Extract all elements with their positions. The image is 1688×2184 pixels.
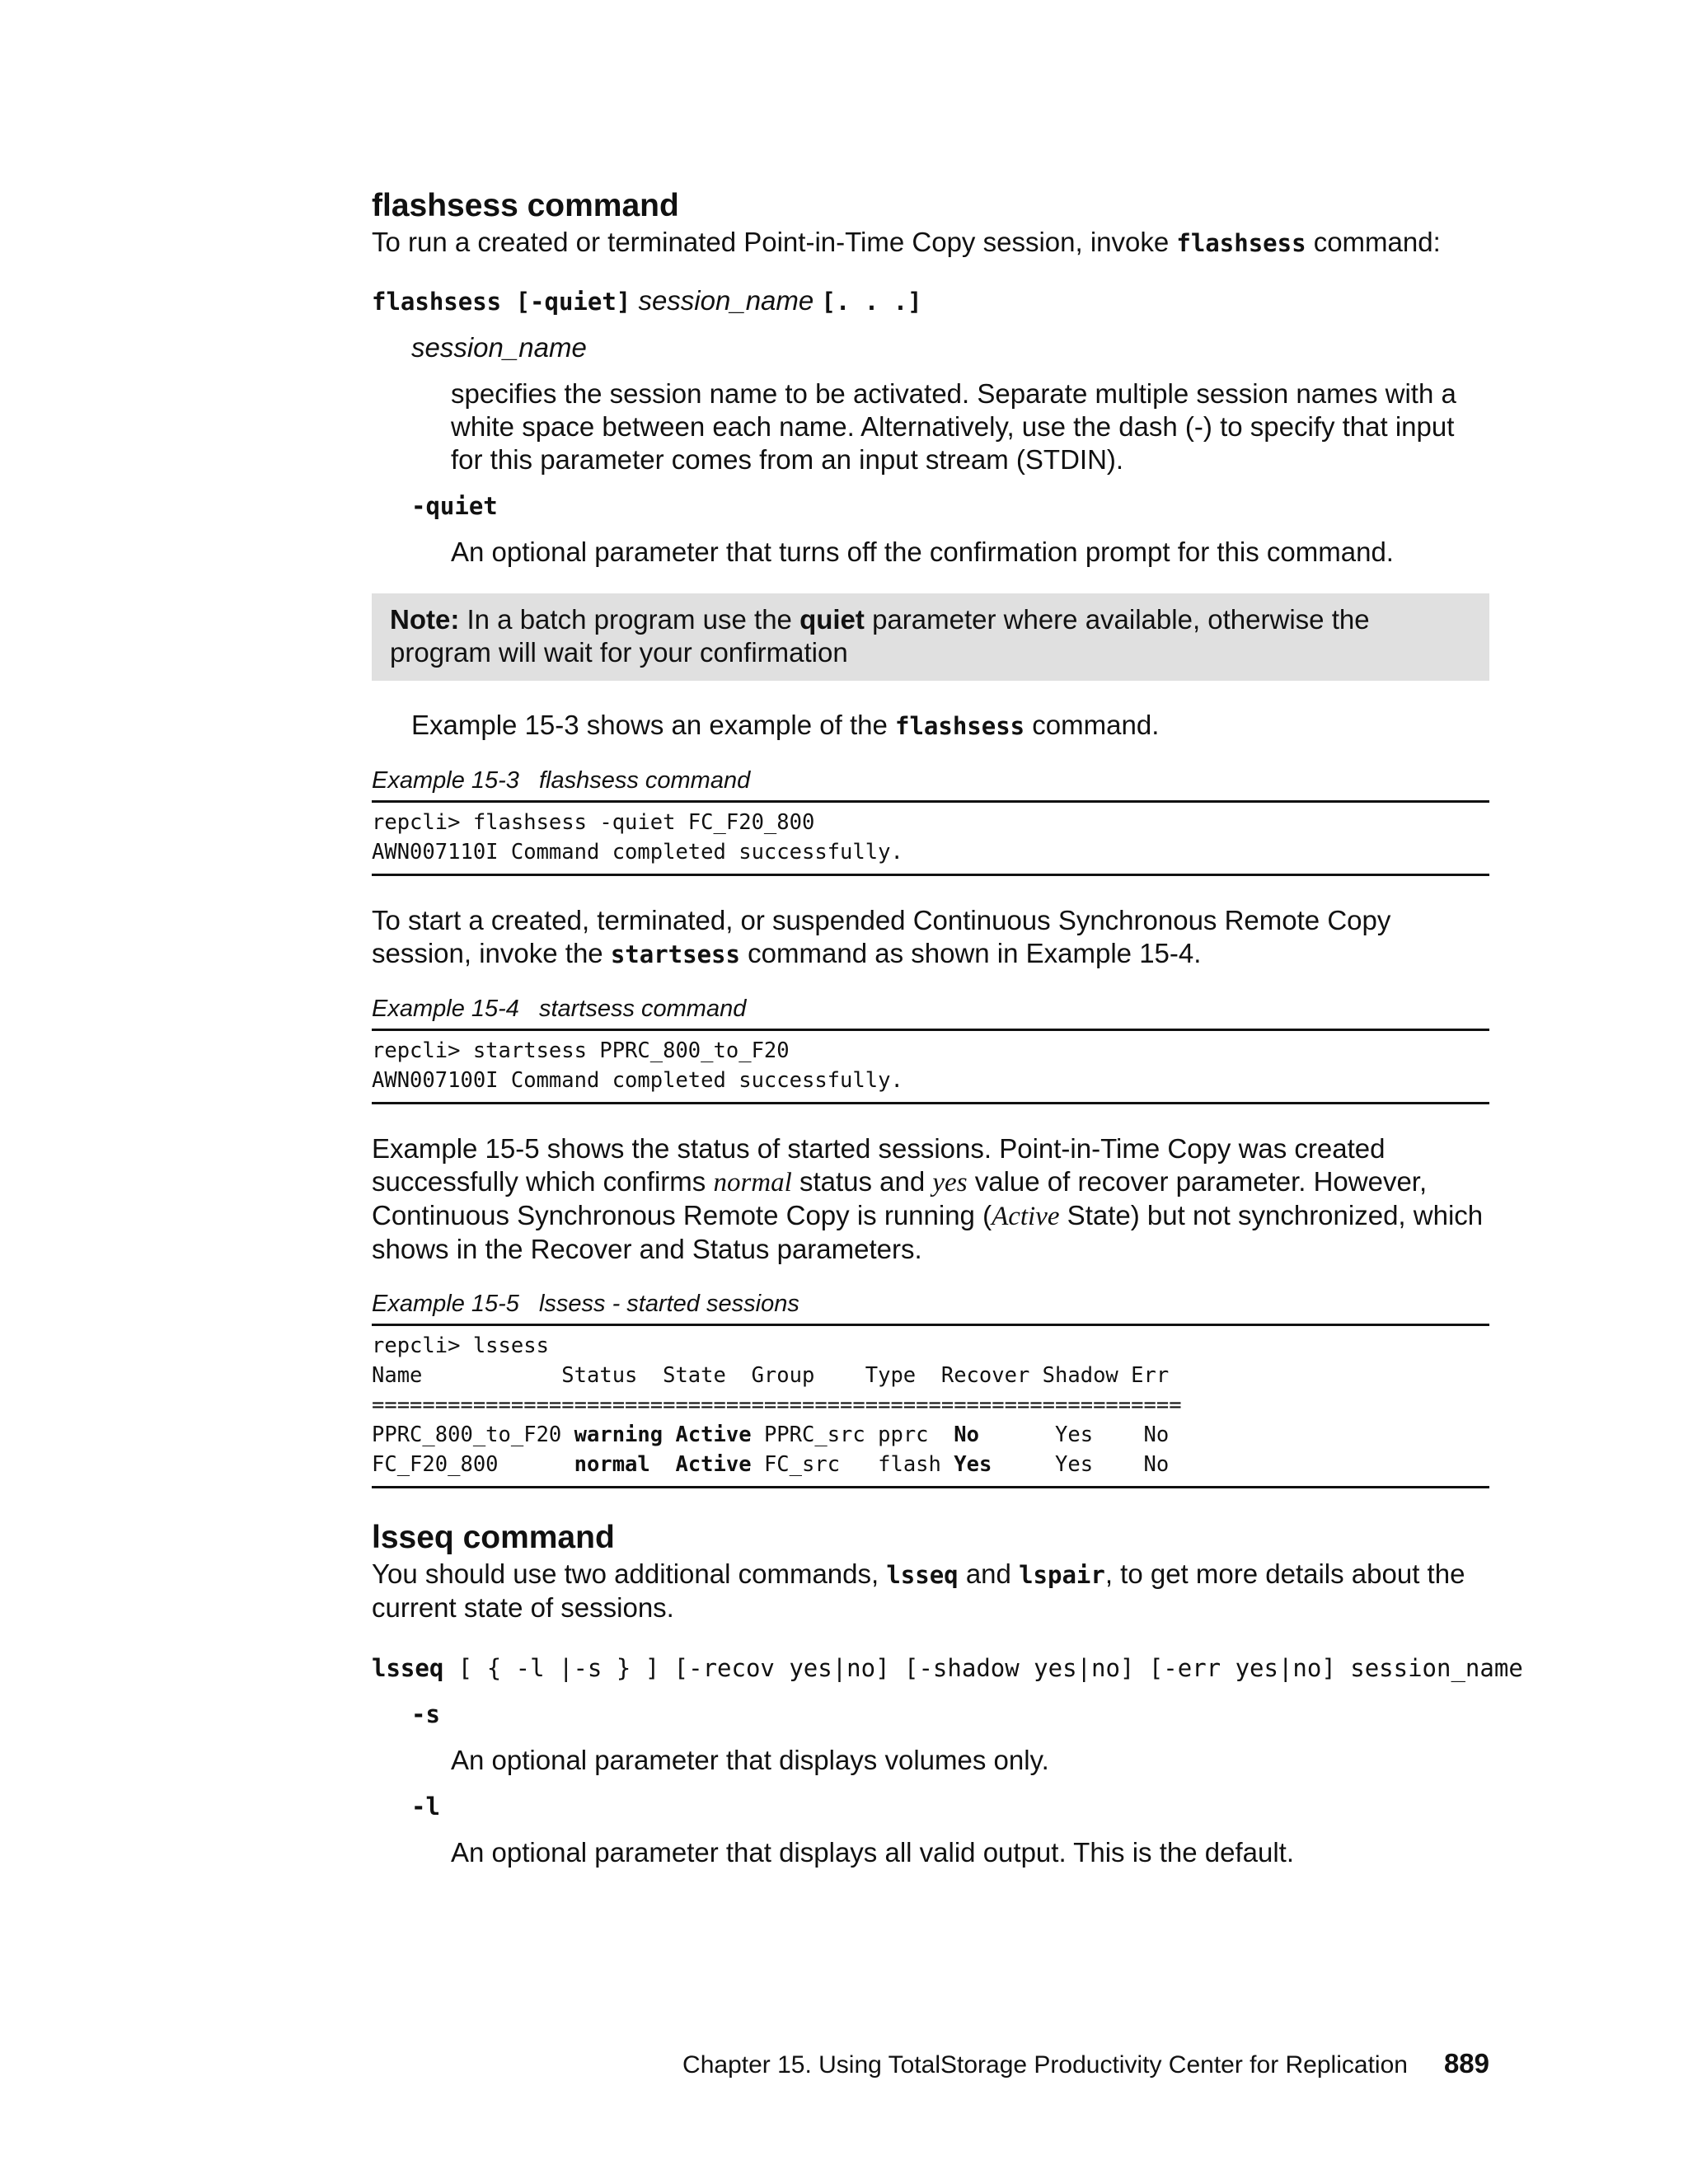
param-quiet: -quiet	[411, 492, 498, 520]
example-15-4-caption: Example 15-4 startsess command	[372, 996, 747, 1022]
note-box: Note: In a batch program use the quiet parameter where available, otherwise the program will wait for your confirmation	[372, 593, 1489, 681]
code-line: repcli> startsess PPRC_800_to_F20	[372, 1038, 790, 1063]
flashsess-heading: flashsess command	[372, 188, 679, 223]
page-footer	[682, 2047, 1489, 2082]
code-line: AWN007100I Command completed successfully.	[372, 1068, 903, 1093]
example-15-3-code	[372, 800, 1489, 876]
param-quiet-desc: An optional parameter that turns off the confirmation prompt for this command.	[451, 537, 1394, 567]
table-header: Name Status State Group Type Recover Shadow Err	[372, 1363, 1170, 1388]
table-row: FC_F20_800 normal Active FC_src flash Yes Yes No	[372, 1452, 1170, 1477]
example-15-5-lead: Example 15-5 shows the status of started sessions. Point-in-Time Copy was created successfully which confirms normal status and yes value of recover parameter. However, Continuous Synchronous Remote Copy is running (Active State) but not synchronized, which shows in the Recover and Status parameters.	[372, 1133, 1484, 1264]
example-15-4-code	[372, 1029, 1489, 1104]
param-session-name: session_name	[411, 332, 587, 363]
param-l-desc: An optional parameter that displays all valid output. This is the default.	[451, 1837, 1294, 1868]
lsseq-syntax: lsseq [ { -l |-s } ] [-recov yes|no] [-shadow yes|no] [-err yes|no] session_name	[372, 1654, 1523, 1682]
param-l: -l	[411, 1793, 440, 1821]
param-s: -s	[411, 1700, 440, 1728]
flashsess-syntax: flashsess [-quiet] session_name [. . .]	[372, 285, 922, 316]
page-content	[372, 186, 1523, 1869]
example-15-5-code	[372, 1324, 1489, 1488]
flashsess-intro: To run a created or terminated Point-in-Time Copy session, invoke flashsess command:	[372, 227, 1441, 257]
lsseq-intro: You should use two additional commands, lsseq and lspair, to get more details about the current state of sessions.	[372, 1558, 1465, 1623]
example-15-5-caption: Example 15-5 lssess - started sessions	[372, 1291, 799, 1317]
example-15-3-lead: Example 15-3 shows an example of the flashsess command.	[411, 710, 1160, 740]
param-session-name-desc: specifies the session name to be activated. Separate multiple session names with a white space between each name. Alternatively, use the dash (-) to specify that input for this parameter comes from an input stream (STDIN).	[451, 378, 1456, 475]
lsseq-heading: lsseq command	[372, 1520, 615, 1555]
table-separator: ================================================================	[372, 1393, 1182, 1418]
code-line: repcli> flashsess -quiet FC_F20_800	[372, 810, 815, 835]
param-s-desc: An optional parameter that displays volumes only.	[451, 1745, 1049, 1775]
page-number: 889	[1443, 2048, 1489, 2079]
code-line: repcli> lssess	[372, 1333, 549, 1358]
inline-command: flashsess	[1176, 229, 1306, 257]
example-15-3-caption: Example 15-3 flashsess command	[372, 767, 751, 794]
chapter-title: Chapter 15. Using TotalStorage Productivity Center for Replication	[682, 2051, 1408, 2079]
table-row: PPRC_800_to_F20 warning Active PPRC_src pprc No Yes No	[372, 1422, 1170, 1447]
note-label: Note:	[390, 604, 460, 635]
example-15-4-lead: To start a created, terminated, or suspended Continuous Synchronous Remote Copy session, invoke the startsess command as shown in Example 15-4.	[372, 905, 1391, 968]
code-line: AWN007110I Command completed successfully.	[372, 840, 903, 865]
